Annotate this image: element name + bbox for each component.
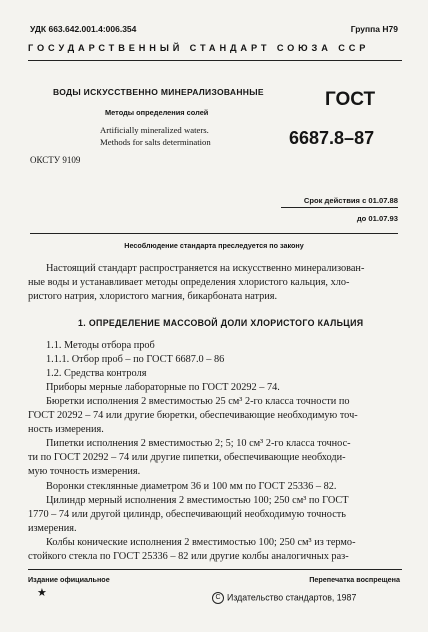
subsection-1-1-text: 1.1. Методы отбора проб	[46, 340, 155, 351]
reprint-prohibited-label: Перепечатка воспрещена	[309, 575, 400, 584]
intro-line-2: ные воды и устанавливает методы определения хлористого кальция, хло-	[28, 277, 350, 288]
legal-divider	[30, 233, 398, 234]
state-standard-title: ГОСУДАРСТВЕННЫЙ СТАНДАРТ СОЮЗА ССР	[28, 43, 370, 53]
cylinder-line-1: Цилиндр мерный исполнения 2 вместимостью 100; 250 см³ по ГОСТ	[46, 495, 349, 506]
subsection-1-2	[46, 368, 146, 379]
okstu-code: ОКСТУ 9109	[30, 155, 81, 165]
intro-line-1: Настоящий стандарт распространяется на искусственно минерализован-	[46, 263, 365, 274]
title-en-line-2: Methods for salts determination	[100, 137, 211, 147]
group-code: Группа Н79	[350, 24, 398, 34]
header-divider	[28, 60, 402, 61]
gost-number: 6687.8–87	[289, 128, 375, 148]
intro-line-3: ристого натрия, хлористого магния, бикарбоната натрия.	[28, 291, 278, 302]
document-subtitle-ru: Методы определения солей	[105, 108, 209, 117]
document-title-ru: ВОДЫ ИСКУССТВЕННО МИНЕРАЛИЗОВАННЫЕ	[53, 87, 264, 97]
pipettes-line-1: Пипетки исполнения 2 вместимостью 2; 5; 10 см³ 2-го класса точнос-	[46, 438, 351, 449]
cylinder-line-2: 1770 – 74 или другой цилиндр, обеспечивающий необходимую точность	[28, 509, 346, 520]
footer-divider	[28, 569, 402, 570]
document-title-en	[100, 124, 211, 148]
burettes-line-2: ГОСТ 20292 – 74 или другие бюретки, обеспечивающие необходимую точ-	[28, 410, 358, 421]
burettes-line-3: ность измерения.	[28, 424, 104, 435]
gost-label: ГОСТ	[325, 89, 376, 110]
official-edition-label: Издание официальное	[28, 575, 110, 584]
instruments-line: Приборы мерные лабораторные по ГОСТ 20292 – 74.	[46, 382, 280, 393]
udk-code: УДК 663.642.001.4:006.354	[30, 24, 137, 34]
pipettes-line-3: мую точность измерения.	[28, 466, 141, 477]
subsection-1-2-text: 1.2. Средства контроля	[46, 368, 147, 379]
validity-divider	[281, 207, 398, 208]
flasks-line-2: стойкого стекла по ГОСТ 25336 – 82 или другие колбы аналогичных раз-	[28, 551, 349, 562]
burettes-line-1: Бюретки исполнения 2 вместимостью 25 см³ 2-го класса точности по	[46, 396, 350, 407]
title-en-line-1: Artificially mineralized waters.	[100, 125, 209, 135]
funnels-line: Воронки стеклянные диаметром 36 и 100 мм по ГОСТ 25336 – 82.	[46, 481, 337, 492]
copyright-icon: С	[212, 592, 224, 604]
legal-notice: Несоблюдение стандарта преследуется по закону	[124, 241, 304, 250]
subsection-1-1-1: 1.1.1. Отбор проб – по ГОСТ 6687.0 – 86	[46, 354, 225, 365]
flasks-line-1: Колбы конические исполнения 2 вместимостью 100; 250 см³ из термо-	[46, 537, 356, 548]
copyright-notice	[212, 592, 356, 604]
subsection-1-1	[46, 340, 155, 351]
validity-to: до 01.07.93	[356, 214, 398, 223]
copyright-text: Издательство стандартов, 1987	[227, 592, 357, 603]
pipettes-line-2: ти по ГОСТ 20292 – 74 или другие пипетки, обеспечивающие необходи-	[28, 452, 346, 463]
validity-from: Срок действия с 01.07.88	[303, 196, 398, 205]
star-icon: ★	[37, 587, 47, 599]
cylinder-line-3: измерения.	[28, 523, 77, 534]
section-1-heading: 1. ОПРЕДЕЛЕНИЕ МАССОВОЙ ДОЛИ ХЛОРИСТОГО КАЛЬЦИЯ	[78, 318, 364, 328]
